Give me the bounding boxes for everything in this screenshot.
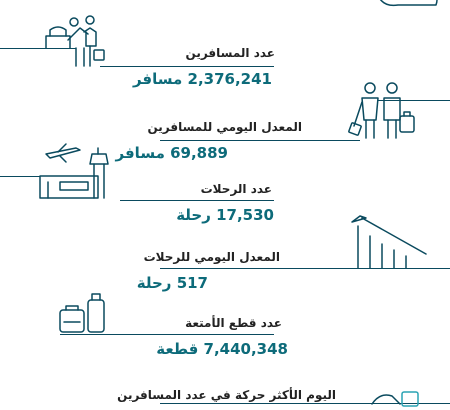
stat-unit-passengers: مسافر <box>132 70 183 88</box>
stat-value-flights <box>176 206 274 224</box>
row2-line <box>160 140 360 141</box>
growth-chart-icon <box>348 206 438 274</box>
stat-value-passengers <box>133 70 272 88</box>
stat-number-luggage: 7,440,348 <box>203 340 288 358</box>
luggage-icon <box>56 290 116 340</box>
row3-line-right <box>120 200 274 201</box>
stat-label-daily-passengers: المعدل اليومي للمسافرين <box>147 120 302 134</box>
row3-line <box>0 176 40 177</box>
passport-control-icon <box>40 12 110 76</box>
stat-unit-luggage: قطعة <box>156 340 199 358</box>
stat-number-flights: 17,530 <box>216 206 274 224</box>
row1-line-right <box>100 66 274 67</box>
stat-label-luggage: عدد قطع الأمتعة <box>185 316 282 330</box>
stat-number-daily-passengers: 69,889 <box>170 144 228 162</box>
stat-number-passengers: 2,376,241 <box>187 70 272 88</box>
stat-unit-daily-flights: رحلة <box>136 274 172 292</box>
stat-label-passengers: عدد المسافرين <box>185 46 275 60</box>
stat-unit-flights: رحلة <box>176 206 211 224</box>
top-cut-icon <box>378 0 438 13</box>
airport-tower-icon <box>36 140 126 208</box>
stat-label-flights: عدد الرحلات <box>200 182 272 196</box>
stat-value-luggage <box>156 340 288 358</box>
stat-label-busiest-day: اليوم الأكثر حركة في عدد المسافرين <box>117 388 336 402</box>
stat-unit-daily-passengers: مسافر <box>115 144 165 162</box>
stat-number-daily-flights: 517 <box>176 274 208 292</box>
stat-label-daily-flights: المعدل اليومي للرحلات <box>143 250 280 264</box>
stat-value-daily-flights <box>137 274 208 292</box>
stat-value-daily-passengers <box>116 144 228 162</box>
travelers-icon <box>348 82 428 146</box>
calendar-icon <box>370 386 430 410</box>
